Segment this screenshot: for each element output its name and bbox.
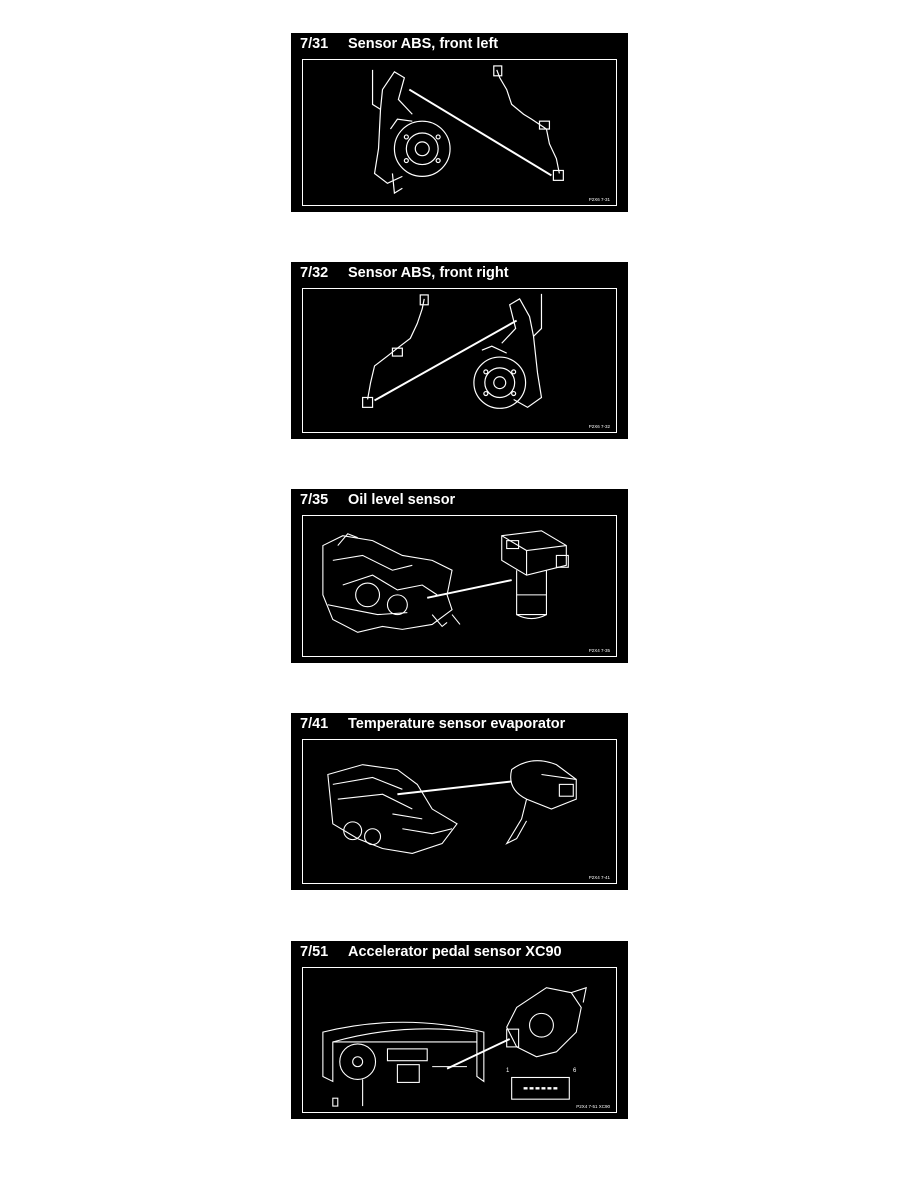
figure-7-51 <box>291 941 628 1119</box>
figure-number: 7/32 <box>300 265 329 281</box>
figure-header <box>291 262 628 284</box>
illustration-frame <box>302 515 617 657</box>
figure-code: P2X4 7-35 <box>588 648 610 653</box>
figure-number: 7/51 <box>300 944 329 960</box>
figure-7-41 <box>291 713 628 890</box>
figure-title: Sensor ABS, front left <box>348 36 499 52</box>
figure-code: P2X4 7-41 <box>588 875 610 880</box>
figure-number: 7/31 <box>300 36 329 52</box>
figure-title: Accelerator pedal sensor XC90 <box>348 944 562 960</box>
abs-sensor-front-left-illustration <box>303 60 616 205</box>
figure-header <box>291 489 628 511</box>
figure-title: Oil level sensor <box>348 492 456 508</box>
figure-code: P2X6 7-32 <box>588 424 610 429</box>
figure-header <box>291 941 628 963</box>
illustration-frame <box>302 288 617 433</box>
figure-7-35 <box>291 489 628 663</box>
figure-7-32 <box>291 262 628 439</box>
figure-header <box>291 33 628 55</box>
figure-number: 7/41 <box>300 716 329 732</box>
oil-level-sensor-illustration <box>303 516 616 656</box>
figure-code: P2X4 7-51 XC90 <box>576 1104 610 1109</box>
illustration-frame <box>302 59 617 206</box>
accelerator-pedal-sensor-illustration <box>303 968 616 1112</box>
illustration-frame <box>302 967 617 1113</box>
connector-pin-last: 6 <box>573 1068 577 1074</box>
figure-number: 7/35 <box>300 492 329 508</box>
figure-7-31 <box>291 33 628 212</box>
figure-header <box>291 713 628 735</box>
figure-title: Temperature sensor evaporator <box>348 716 566 732</box>
illustration-frame <box>302 739 617 884</box>
figure-title: Sensor ABS, front right <box>348 265 509 281</box>
connector-pin-first: 1 <box>506 1068 510 1074</box>
figure-code: P2X6 7-31 <box>588 197 610 202</box>
abs-sensor-front-right-illustration <box>303 289 616 432</box>
evaporator-temperature-sensor-illustration <box>303 740 616 883</box>
